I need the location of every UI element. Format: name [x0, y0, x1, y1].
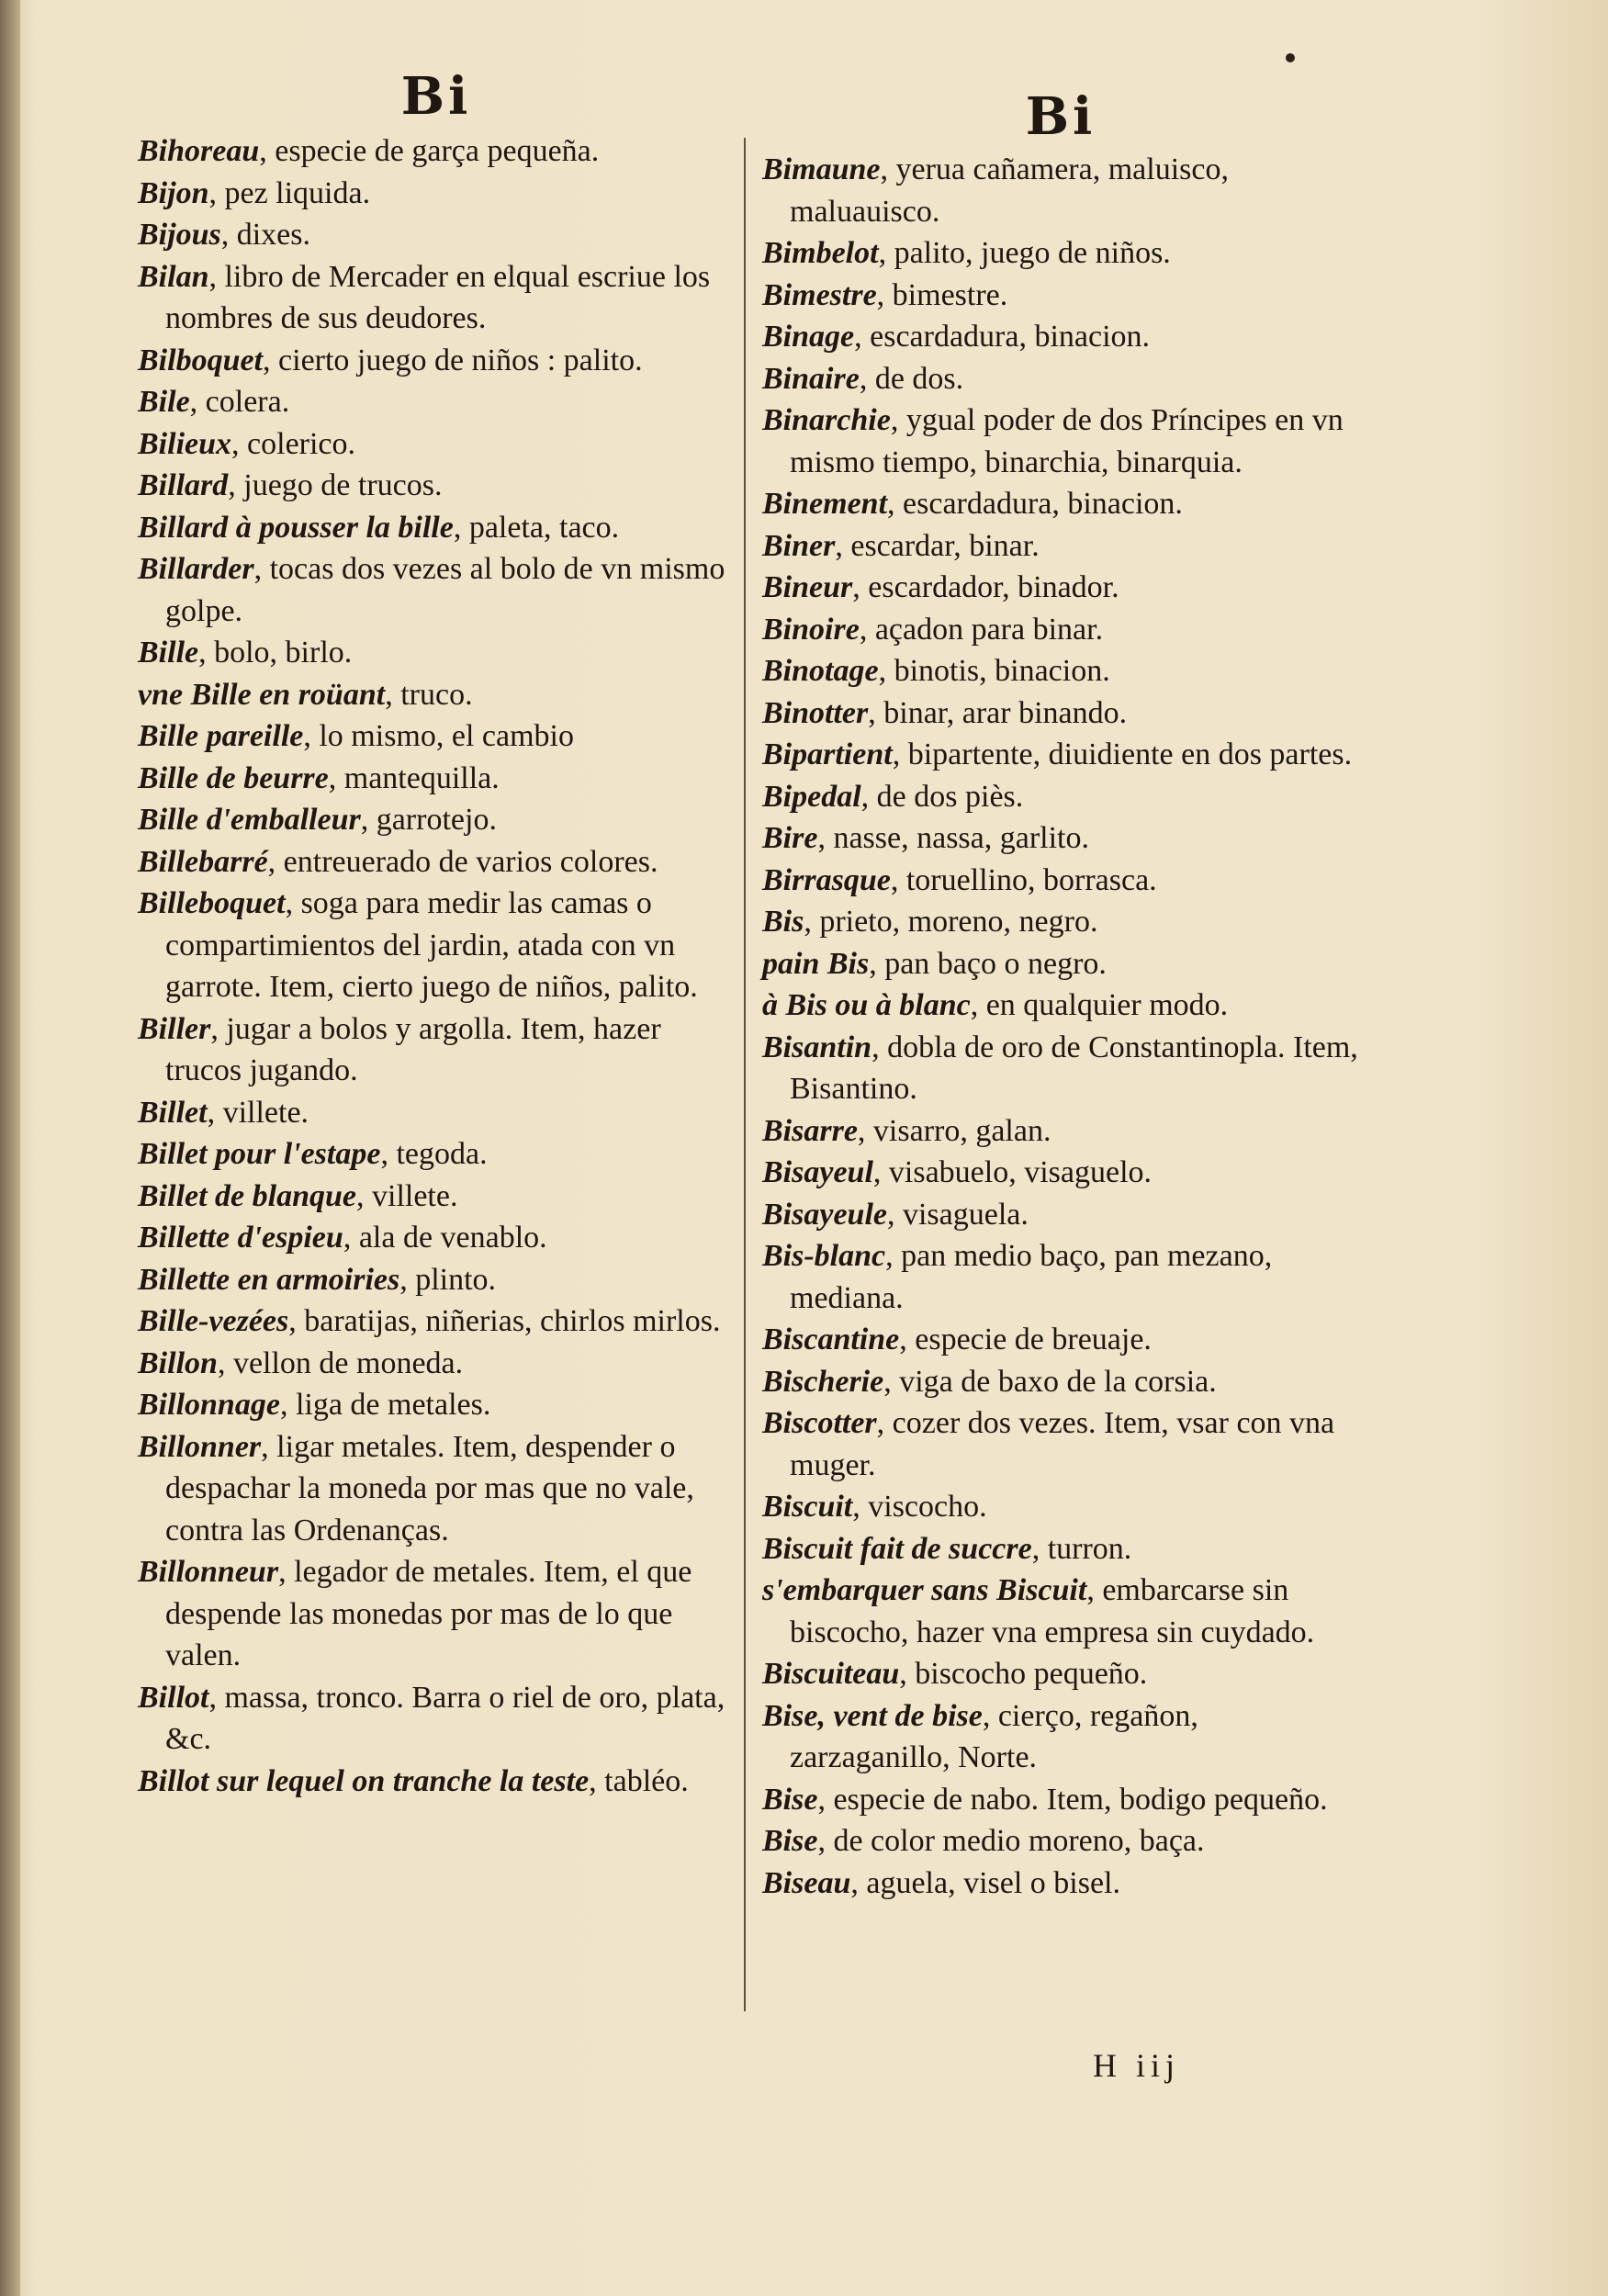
entry-headword: Bise, vent de bise	[762, 1698, 983, 1733]
dictionary-entry	[762, 525, 1359, 568]
entry-definition: , dixes.	[220, 218, 310, 252]
dictionary-entry	[138, 1677, 735, 1761]
entry-headword: Bimbelot	[762, 236, 879, 270]
entry-headword: vne Bille en roüant	[138, 677, 386, 712]
dictionary-entry	[138, 674, 735, 716]
entry-headword: Bille	[138, 636, 199, 670]
entry-headword: Bisarre	[762, 1113, 858, 1148]
entry-headword: Binotage	[762, 654, 879, 688]
entry-definition: , truco.	[385, 677, 473, 712]
entry-headword: Billebarré	[138, 844, 268, 879]
entry-headword: Bisayeul	[762, 1155, 873, 1189]
dictionary-entry	[762, 776, 1359, 818]
entry-definition: , viga de baxo de la corsia.	[883, 1364, 1217, 1399]
dictionary-entry	[762, 1863, 1359, 1905]
dictionary-entry	[138, 799, 735, 841]
book-binding-edge	[0, 0, 20, 2296]
entry-definition: , toruellino, borrasca.	[890, 862, 1157, 897]
entry-headword: Biscuit	[762, 1490, 853, 1524]
dictionary-entry	[138, 1176, 735, 1218]
entry-definition: , escardadura, binacion.	[854, 320, 1151, 354]
entry-definition: , viscocho.	[852, 1490, 987, 1524]
entry-definition: , ygual poder de dos Príncipes en vn mismo tiempo, binarchia, binarquia.	[790, 403, 1344, 479]
entry-definition: , binotis, binacion.	[878, 654, 1110, 688]
entry-definition: , bimestre.	[876, 277, 1008, 312]
entry-definition: , juego de trucos.	[228, 468, 443, 502]
dictionary-entry	[762, 692, 1359, 735]
entry-headword: Bimestre	[762, 277, 877, 312]
entry-headword: Billonneur	[138, 1555, 279, 1589]
entry-headword: Bisayeule	[762, 1197, 887, 1232]
entry-definition: , biscocho pequeño.	[899, 1657, 1148, 1691]
entry-definition: , plinto.	[399, 1262, 497, 1297]
entry-headword: Bise	[762, 1782, 818, 1817]
dictionary-entry	[762, 609, 1359, 651]
entry-headword: Bipedal	[762, 779, 861, 814]
dictionary-entry	[138, 1259, 735, 1301]
entry-headword: Biscotter	[762, 1406, 877, 1440]
entry-headword: Billette d'espieu	[138, 1221, 343, 1255]
entry-headword: Bimaune	[762, 152, 881, 186]
entry-definition: , nasse, nassa, garlito.	[817, 821, 1089, 855]
entry-definition: , soga para medir las camas o compartimientos del jardin, atada con vn garrote. Item, cierto juego de niños, palito.	[165, 886, 698, 1004]
dictionary-entry	[762, 860, 1359, 902]
entry-headword: Bischerie	[762, 1364, 884, 1399]
entry-definition: , pan medio baço, pan mezano, mediana.	[790, 1239, 1273, 1315]
entry-definition: , colerico.	[231, 426, 356, 461]
dictionary-entry	[762, 943, 1359, 985]
entry-definition: , turron.	[1031, 1531, 1132, 1566]
dictionary-entry	[138, 1008, 735, 1092]
entry-definition: , villete.	[207, 1095, 309, 1130]
entry-headword: Bille-vezées	[138, 1304, 289, 1338]
entry-definition: , ligar metales. Item, despender o despachar la moneda por mas que no vale, contra las Ordenanças.	[165, 1429, 694, 1548]
entry-headword: Biner	[762, 528, 836, 563]
entry-definition: , especie de garça pequeña.	[259, 134, 600, 168]
dictionary-entry	[762, 1152, 1359, 1194]
entry-headword: Binaire	[762, 361, 860, 396]
entry-definition: , libro de Mercader en elqual escriue los nombres de sus deudores.	[165, 259, 711, 335]
dictionary-entry	[138, 423, 735, 466]
dictionary-entry	[138, 1217, 735, 1259]
entry-definition: , ala de venablo.	[343, 1221, 547, 1255]
dictionary-entry	[138, 715, 735, 758]
entry-headword: Biscantine	[762, 1322, 900, 1356]
entry-headword: Billette en armoiries	[138, 1262, 400, 1297]
entry-headword: Bile	[138, 385, 190, 419]
entry-definition: , açadon para binar.	[859, 612, 1104, 647]
dictionary-entry	[762, 1570, 1359, 1653]
entry-headword: Billonnage	[138, 1388, 280, 1422]
dictionary-entry	[762, 1486, 1359, 1528]
entry-definition: , escardador, binador.	[852, 570, 1119, 604]
dictionary-entry	[138, 1761, 735, 1803]
entry-headword: Billard à pousser la bille	[138, 510, 454, 545]
entry-headword: Biscuiteau	[762, 1657, 900, 1691]
dictionary-entry	[762, 1695, 1359, 1779]
entry-definition: , lo mismo, el cambio	[303, 719, 574, 753]
entry-definition: , pan baço o negro.	[869, 946, 1107, 981]
dictionary-entry	[138, 507, 735, 549]
dictionary-entry	[138, 214, 735, 256]
entry-definition: , de dos.	[859, 361, 964, 396]
entry-definition: , colera.	[189, 385, 290, 419]
entry-definition: , especie de nabo. Item, bodigo pequeño.	[817, 1782, 1328, 1817]
entry-headword: Bille pareille	[138, 719, 304, 753]
dictionary-entry	[762, 316, 1359, 358]
entry-headword: Billarder	[138, 552, 254, 586]
column-divider	[744, 138, 746, 2011]
entry-headword: Binage	[762, 320, 855, 354]
entry-definition: , embarcarse sin biscocho, hazer vna empresa sin cuydado.	[790, 1573, 1315, 1649]
entry-headword: Birrasque	[762, 862, 891, 897]
entry-headword: Bire	[762, 821, 818, 855]
entry-definition: , visabuelo, visaguelo.	[872, 1155, 1153, 1189]
entry-definition: , de dos piès.	[860, 779, 1024, 814]
entry-definition: , mantequilla.	[328, 760, 500, 795]
dictionary-entry	[138, 340, 735, 382]
entry-headword: Bise	[762, 1824, 818, 1858]
entry-definition: , visarro, galan.	[857, 1113, 1051, 1148]
dictionary-entry	[762, 1194, 1359, 1236]
entry-definition: , bipartente, diuidiente en dos partes.	[892, 737, 1353, 771]
entry-headword: Bilieux	[138, 426, 232, 461]
dictionary-entry	[762, 1235, 1359, 1319]
right-column-header: Bi	[1025, 86, 1096, 147]
entry-headword: pain Bis	[762, 946, 870, 981]
entry-definition: , yerua cañamera, maluisco, maluauisco.	[790, 152, 1229, 229]
dictionary-entry	[762, 1319, 1359, 1361]
entry-headword: Billon	[138, 1345, 218, 1380]
entry-definition: , cierto juego de niños : palito.	[263, 343, 643, 377]
entry-headword: Billet pour l'estape	[138, 1137, 381, 1171]
entry-headword: Billeboquet	[138, 886, 286, 920]
dictionary-entry	[762, 400, 1359, 483]
entry-headword: Bilboquet	[138, 343, 264, 377]
entry-definition: , tocas dos vezes al bolo de vn mismo golpe.	[165, 552, 725, 628]
entry-headword: Binarchie	[762, 403, 891, 437]
entry-definition: , bolo, birlo.	[198, 636, 353, 670]
entry-definition: , entreuerado de varios colores.	[267, 844, 658, 879]
dictionary-entry	[138, 1343, 735, 1385]
entry-headword: Binotter	[762, 695, 869, 730]
dictionary-entry	[762, 1528, 1359, 1570]
entry-definition: , visaguela.	[886, 1197, 1029, 1232]
left-entries	[138, 130, 735, 1802]
entry-headword: Billet de blanque	[138, 1178, 356, 1213]
entry-definition: , dobla de oro de Constantinopla. Item, Bisantino.	[790, 1030, 1358, 1106]
entry-headword: Binoire	[762, 612, 860, 647]
dictionary-entry	[762, 650, 1359, 692]
entry-definition: , prieto, moreno, negro.	[804, 905, 1098, 939]
dictionary-entry	[762, 1361, 1359, 1403]
entry-definition: , vellon de moneda.	[217, 1345, 464, 1380]
dictionary-entry	[762, 358, 1359, 400]
entry-headword: Bineur	[762, 570, 853, 604]
entry-definition: , baratijas, niñerias, chirlos mirlos.	[288, 1304, 721, 1338]
dictionary-entry	[138, 1300, 735, 1343]
entry-definition: , de color medio moreno, baça.	[817, 1824, 1205, 1858]
dictionary-entry	[762, 1110, 1359, 1153]
entry-definition: , binar, arar binando.	[868, 695, 1128, 730]
entry-definition: , legador de metales. Item, el que despende las monedas por mas de lo que valen.	[165, 1555, 692, 1672]
dictionary-entry	[138, 841, 735, 884]
left-column	[138, 0, 735, 1802]
entry-definition: , aguela, visel o bisel.	[850, 1865, 1121, 1900]
entry-definition: , tegoda.	[380, 1137, 488, 1171]
entry-definition: , escardar, binar.	[835, 528, 1040, 563]
dictionary-entry	[138, 130, 735, 173]
dictionary-entry	[762, 232, 1359, 275]
dictionary-entry	[762, 817, 1359, 860]
entry-headword: Bijous	[138, 218, 221, 252]
entry-headword: à Bis ou à blanc	[762, 988, 971, 1022]
entry-definition: , escardadura, binacion.	[887, 487, 1183, 521]
entry-headword: Biscuit fait de succre	[762, 1531, 1032, 1566]
dictionary-entry	[762, 985, 1359, 1027]
entry-headword: s'embarquer sans Biscuit	[762, 1573, 1087, 1607]
dictionary-entry	[138, 173, 735, 215]
entry-headword: Bipartient	[762, 737, 893, 771]
entry-definition: , en qualquier modo.	[970, 988, 1229, 1022]
dictionary-entry	[138, 758, 735, 800]
dictionary-entry	[762, 567, 1359, 609]
entry-headword: Biseau	[762, 1865, 851, 1900]
dictionary-entry	[138, 548, 735, 632]
entry-definition: , paleta, taco.	[453, 510, 620, 545]
entry-definition: , villete.	[356, 1178, 458, 1213]
entry-headword: Bihoreau	[138, 134, 260, 168]
dictionary-entry	[762, 734, 1359, 776]
dictionary-entry	[762, 1402, 1359, 1486]
dictionary-entry	[138, 381, 735, 423]
dictionary-entry	[138, 632, 735, 674]
dictionary-entry	[762, 275, 1359, 317]
page-signature: H iij	[1093, 2047, 1181, 2084]
entry-headword: Billonner	[138, 1429, 262, 1464]
left-column-header: Bi	[400, 66, 472, 127]
entry-headword: Bilan	[138, 259, 209, 294]
entry-headword: Binement	[762, 487, 888, 521]
right-entries	[762, 149, 1359, 1904]
entry-headword: Bille d'emballeur	[138, 803, 361, 837]
dictionary-entry	[138, 1384, 735, 1426]
entry-definition: , liga de metales.	[279, 1388, 491, 1422]
entry-headword: Billard	[138, 468, 229, 502]
dictionary-entry	[762, 1779, 1359, 1821]
dictionary-entry	[138, 1426, 735, 1552]
dictionary-entry	[762, 149, 1359, 232]
dictionary-entry	[138, 1133, 735, 1176]
dictionary-entry	[762, 1027, 1359, 1110]
entry-headword: Billot	[138, 1680, 209, 1715]
dictionary-entry	[138, 256, 735, 340]
dictionary-entry	[138, 465, 735, 507]
dictionary-entry	[138, 883, 735, 1008]
right-column	[762, 0, 1359, 1904]
entry-definition: , jugar a bolos y argolla. Item, hazer trucos jugando.	[165, 1011, 661, 1087]
entry-headword: Bis-blanc	[762, 1239, 886, 1273]
entry-definition: , massa, tronco. Barra o riel de oro, plata, &c.	[165, 1680, 725, 1756]
entry-headword: Bille de beurre	[138, 760, 329, 795]
entry-headword: Bis	[762, 905, 804, 939]
dictionary-entry	[762, 1820, 1359, 1863]
entry-definition: , tabléo.	[589, 1763, 689, 1798]
dictionary-entry	[138, 1551, 735, 1677]
dictionary-entry	[138, 1092, 735, 1134]
entry-definition: , cozer dos vezes. Item, vsar con vna muger.	[790, 1406, 1335, 1482]
entry-definition: , cierço, regañon, zarzaganillo, Norte.	[790, 1698, 1198, 1774]
entry-definition: , pez liquida.	[208, 175, 371, 210]
dictionary-entry	[762, 483, 1359, 525]
entry-headword: Biller	[138, 1011, 211, 1046]
entry-definition: , palito, juego de niños.	[878, 236, 1171, 270]
entry-headword: Bijon	[138, 175, 209, 210]
entry-headword: Billet	[138, 1095, 208, 1130]
entry-definition: , especie de breuaje.	[899, 1322, 1152, 1356]
entry-headword: Billot sur lequel on tranche la teste	[138, 1763, 590, 1798]
dictionary-entry	[762, 901, 1359, 943]
dictionary-entry	[762, 1653, 1359, 1695]
entry-definition: , garrotejo.	[360, 803, 497, 837]
entry-headword: Bisantin	[762, 1030, 872, 1064]
